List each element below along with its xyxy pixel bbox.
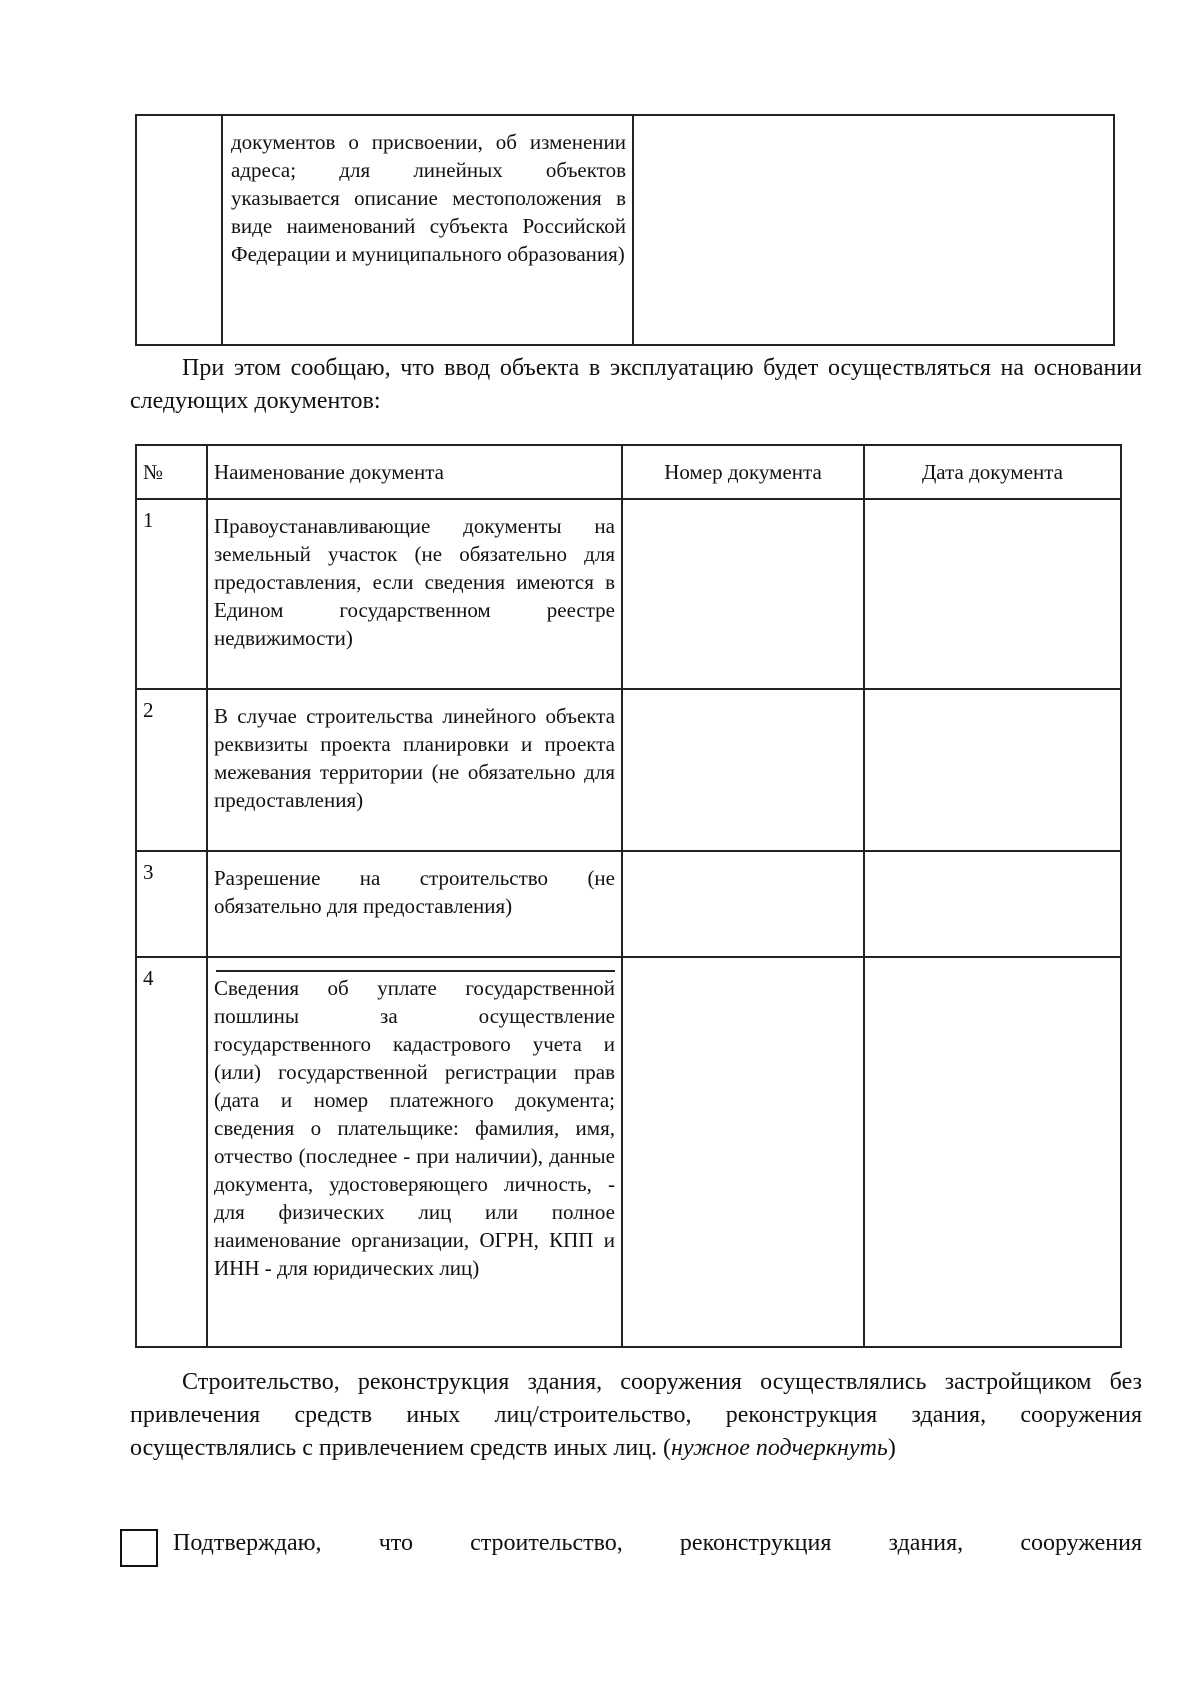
address-table <box>135 114 1115 346</box>
construction-text: Строительство, реконструкция здания, сооружения осуществлялись застройщиком без привлечения средств иных лиц/строительство, реконструкция здания, сооружения осуществлялись с привлечением средств иных лиц. ( <box>130 1369 1142 1461</box>
documents-table <box>135 444 1122 1348</box>
row-name-text: Правоустанавливающие документы на земельный участок (не обязательно для предоставления, если сведения имеются в Едином государственном реестре недвижимости) <box>214 514 615 650</box>
row-name-text: В случае строительства линейного объекта реквизиты проекта планировки и проекта межевания территории (не обязательно для предоставления) <box>214 704 615 812</box>
header-number: Номер документа <box>622 445 864 499</box>
confirm-checkbox[interactable] <box>120 1529 158 1567</box>
table-cell-value[interactable] <box>633 115 1114 345</box>
row-num: 2 <box>136 689 207 851</box>
row-name-text: Сведения об уплате государственной пошлины за осуществление государственного кадастрового учета и (или) государственной регистрации прав (дата и номер платежного документа; сведения о плательщике: фамилия, имя, отчество (последнее - при наличии), данные документа, удостоверяющего личность, - для физических лиц или полное наименование организации, ОГРН, КПП и ИНН - для юридических лиц) <box>214 976 615 1280</box>
row-num: 4 <box>136 957 207 1347</box>
row-date-cell[interactable] <box>864 957 1121 1347</box>
construction-close: ) <box>887 1435 896 1461</box>
row-num: 3 <box>136 851 207 957</box>
row-name <box>207 689 622 851</box>
row-num: 1 <box>136 499 207 689</box>
address-description: документов о присвоении, об изменении адреса; для линейных объектов указывается описание местоположения в виде наименований субъекта Российской Федерации и муниципального образования) <box>231 130 626 266</box>
header-num: № <box>136 445 207 499</box>
row-date-cell[interactable] <box>864 851 1121 957</box>
cell-rule-line <box>216 970 615 972</box>
row-number-cell[interactable] <box>622 499 864 689</box>
header-name: Наименование документа <box>207 445 622 499</box>
table-row <box>136 689 1121 851</box>
table-row <box>136 851 1121 957</box>
row-name-text: Разрешение на строительство (не обязательно для предоставления) <box>214 866 615 918</box>
row-name <box>207 499 622 689</box>
construction-paragraph <box>130 1366 1142 1465</box>
row-name <box>207 957 622 1347</box>
row-number-cell[interactable] <box>622 851 864 957</box>
intro-paragraph: При этом сообщаю, что ввод объекта в эксплуатацию будет осуществляться на основании следующих документов: <box>130 355 1142 414</box>
row-date-cell[interactable] <box>864 689 1121 851</box>
table-row <box>136 115 1114 345</box>
table-row <box>136 499 1121 689</box>
row-date-cell[interactable] <box>864 499 1121 689</box>
table-cell-text <box>222 115 633 345</box>
row-number-cell[interactable] <box>622 957 864 1347</box>
header-date: Дата документа <box>864 445 1121 499</box>
construction-note: нужное подчеркнуть <box>671 1435 888 1461</box>
row-name <box>207 851 622 957</box>
confirm-text: Подтверждаю, что строительство, реконструкция здания, сооружения <box>173 1530 1142 1556</box>
row-number-cell[interactable] <box>622 689 864 851</box>
table-cell-empty <box>136 115 222 345</box>
table-header-row <box>136 445 1121 499</box>
table-row <box>136 957 1121 1347</box>
